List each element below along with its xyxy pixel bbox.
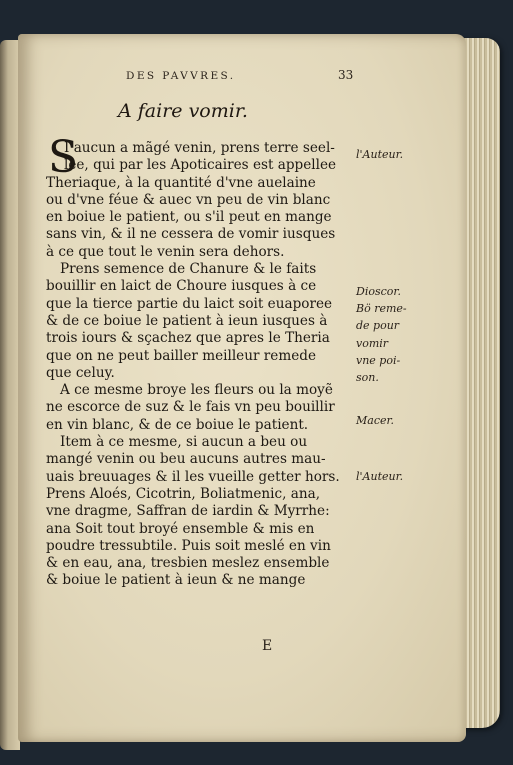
text-line: I aucun a mãgé venin, prens terre seel-	[64, 140, 335, 156]
text-line: uais breuuages & il les vueille getter hors.	[46, 468, 340, 485]
drop-cap: S	[48, 132, 79, 183]
text-line: bouillir en laict de Choure iusques à ce	[46, 278, 317, 295]
text-line: mangé venin ou beu aucuns autres mau-	[46, 451, 326, 468]
text-line: que celuy.	[46, 364, 115, 381]
text-line: à ce que tout le venin sera dehors.	[46, 243, 285, 260]
text-line: ne escorce de suz & le fais vn peu bouillir	[46, 399, 335, 416]
page-header	[126, 68, 356, 86]
text-line: en vin blanc, & de ce boiue le patient.	[46, 416, 309, 433]
margin-note: Macer.	[356, 414, 395, 427]
text-line: en boiue le patient, ou s'il peut en mange	[46, 209, 332, 226]
signature-mark: E	[262, 638, 273, 654]
text-line: Item à ce mesme, si aucun a beu ou	[60, 434, 308, 451]
margin-note: Dioscor.	[356, 285, 401, 298]
margin-note: l'Auteur.	[356, 148, 404, 161]
text-line: sans vin, & il ne cessera de vomir iusques	[46, 226, 336, 243]
text-line: & en eau, ana, tresbien meslez ensemble	[46, 555, 330, 572]
section-title: A faire vomir.	[118, 100, 248, 122]
text-line: ana Soit tout broyé ensemble & mis en	[46, 520, 315, 537]
margin-note: de pour	[356, 319, 400, 332]
text-line: Prens semence de Chanure & le faits	[60, 261, 317, 278]
text-line: trois iours & sçachez que apres le Theria	[46, 330, 330, 347]
running-head: DES PAVVRES.	[126, 70, 236, 82]
text-line: Theriaque, à la quantité d'vne auelaine	[46, 174, 316, 191]
text-line: que la tierce partie du laict soit euaporee	[46, 295, 333, 312]
text-line: que on ne peut bailler meilleur remede	[46, 347, 317, 364]
text-line: & de ce boiue le patient à ieun iusques à	[46, 312, 328, 329]
left-page-edge	[0, 40, 20, 750]
text-line: & boiue le patient à ieun & ne mange	[46, 572, 306, 589]
text-line: ou d'vne féue & auec vn peu de vin blanc	[46, 191, 331, 208]
text-line: lee, qui par les Apoticaires est appellee	[64, 157, 337, 174]
text-line: Prens Aloés, Cicotrin, Boliatmenic, ana,	[46, 485, 321, 502]
margin-note: vne poi-	[356, 354, 401, 367]
text-line: poudre tressubtile. Puis soit meslé en vin	[46, 537, 331, 554]
body-text	[46, 132, 356, 590]
text-line: vne dragme, Saffran de iardin & Myrrhe:	[46, 503, 330, 520]
margin-note: l'Auteur.	[356, 470, 404, 483]
text-line: A ce mesme broye les fleurs ou la moyẽ	[60, 382, 333, 399]
margin-note: vomir	[356, 337, 389, 350]
margin-note: son.	[356, 371, 379, 384]
page-number: 33	[338, 68, 354, 82]
margin-note: Bö reme-	[356, 302, 407, 315]
